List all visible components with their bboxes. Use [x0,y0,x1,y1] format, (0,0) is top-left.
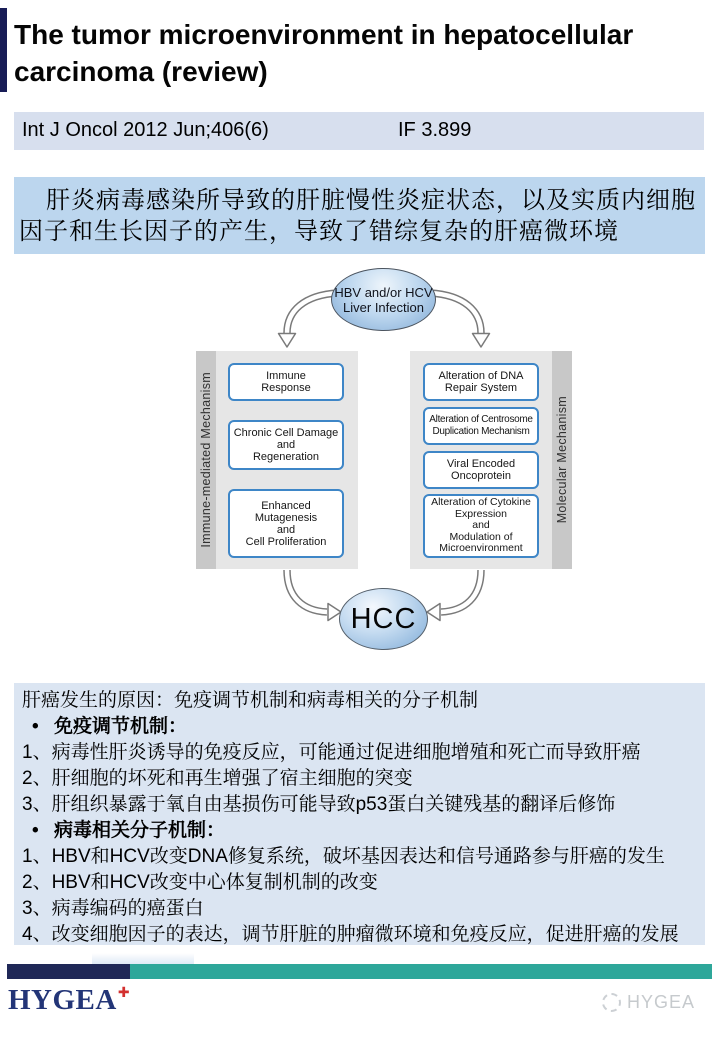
box-line: Viral Encoded [446,458,516,470]
note-text: 2、HBV和HCV改变中心体复制机制的改变 [22,872,378,893]
footer-navy-bar [7,964,130,979]
note-line [14,844,705,870]
note-text: 1、HBV和HCV改变DNA修复系统，破坏基因表达和信号通路参与肝癌的发生 [22,846,665,867]
hbv-hcv-ellipse [331,268,436,331]
note-text: 4、改变细胞因子的表达，调节肝脏的肿瘤微环境和免疫反应，促进肝癌的发展 [22,924,679,945]
intro-line-2: 因子和生长因子的产生，导致了错综复杂的肝癌微环境 [19,218,619,245]
arrow-bottom-left [287,570,341,621]
box-line: Response [261,382,311,394]
box-line: Alteration of Centrosome [429,414,533,425]
impact-factor: IF 3.899 [398,119,472,141]
hcc-label: HCC [350,602,417,635]
box-line: Microenvironment [439,542,523,555]
immune-mechanism-label: Immune-mediated Mechanism [199,372,213,548]
box-line: Immune [266,370,306,382]
box-line: and [276,439,296,451]
title-accent-bar [0,8,7,92]
intro-summary-box [14,177,705,254]
footer-bar-highlight [92,953,194,964]
box-line: Repair System [444,382,518,394]
note-line [14,922,705,948]
note-line [14,792,705,818]
note-line [14,766,705,792]
molecular-mechanism-strip [552,351,572,569]
note-text: 2、肝细胞的坏死和再生增强了宿主细胞的突变 [22,768,413,789]
note-text: 免疫调节机制： [54,716,188,737]
note-line-bullet [14,818,705,844]
viral-oncoprotein-box [423,451,539,489]
immune-mechanism-strip [196,351,216,569]
red-cross-icon: ✚ [117,985,131,1001]
bullet-icon: • [32,716,39,737]
hygea-logo-text: HYGEA [8,984,117,1016]
box-line: Modulation of [449,530,513,543]
dna-repair-box [423,363,539,401]
molecular-mechanism-label: Molecular Mechanism [555,396,569,524]
box-line: Expression [455,507,507,520]
bullet-icon: • [32,820,39,841]
hygea-emblem-icon [602,993,621,1012]
box-line: Regeneration [252,451,320,463]
arrow-top-right [430,293,490,347]
note-line [14,870,705,896]
mechanism-notes-box [14,683,705,945]
box-line: and [276,523,296,536]
chronic-cell-damage-box [228,420,344,470]
journal-bar [14,112,704,150]
note-line [14,740,705,766]
hbv-hcv-line-2: Liver Infection [343,299,424,315]
enhanced-mutagenesis-box [228,489,344,558]
hcc-ellipse [339,588,428,650]
box-line: Mutagenesis [254,511,318,524]
arrow-bottom-right [427,570,481,621]
box-line: Oncoprotein [451,470,511,482]
note-line-bullet [14,714,705,740]
page-title: The tumor microenvironment in hepatocellular carcinoma (review) [14,19,634,87]
note-text: 3、肝组织暴露于氧自由基损伤可能导致p53蛋白关键残基的翻译后修饰 [22,794,616,815]
note-line [14,896,705,922]
note-line [14,688,705,714]
immune-response-box [228,363,344,401]
hbv-hcv-line-1: HBV and/or HCV [334,284,433,300]
hygea-watermark-text: HYGEA [627,992,696,1012]
intro-line-1: 肝炎病毒感染所导致的肝脏慢性炎症状态，以及实质内细胞 [46,187,696,214]
box-line: Duplication Mechanism [432,426,530,437]
note-text: 病毒相关分子机制： [54,820,226,841]
box-line: Enhanced [261,499,311,512]
box-line: Alteration of DNA [438,370,524,382]
note-text: 肝癌发生的原因：免疫调节机制和病毒相关的分子机制 [22,690,479,711]
arrow-top-left [279,293,339,347]
note-text: 3、病毒编码的癌蛋白 [22,898,204,919]
box-line: Alteration of Cytokine [431,496,531,509]
cytokine-alteration-box [423,494,539,558]
journal-citation: Int J Oncol 2012 Jun;406(6) [22,119,269,141]
box-line: and [472,519,490,532]
note-text: 1、病毒性肝炎诱导的免疫反应，可能通过促进细胞增殖和死亡而导致肝癌 [22,742,641,763]
box-line: Chronic Cell Damage [233,427,339,439]
hygea-watermark [602,992,695,1013]
box-line: Cell Proliferation [245,535,327,548]
hygea-logo [8,984,129,1017]
centrosome-duplication-box [423,407,539,445]
footer-teal-bar [130,964,712,979]
